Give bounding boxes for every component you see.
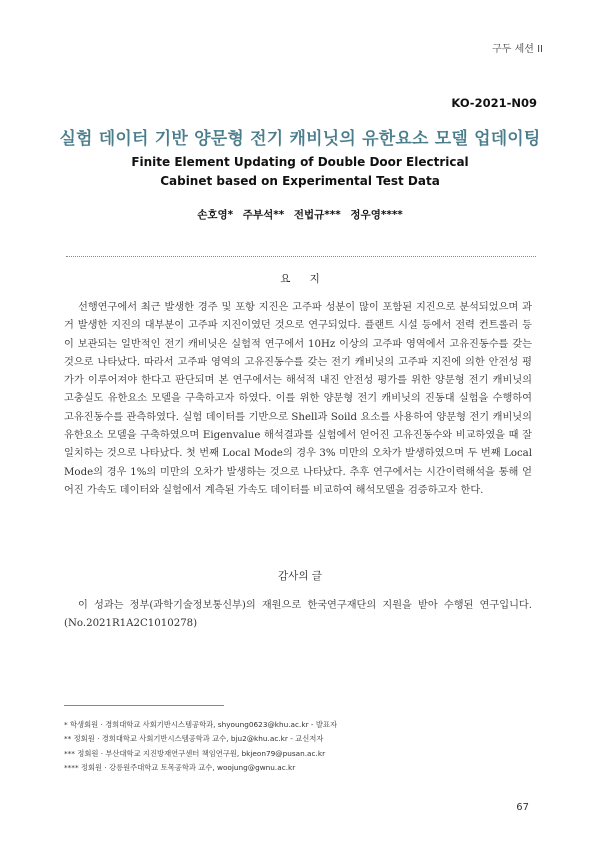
footnote-item: *** 정회원 · 부산대학교 지진방재연구센터 책임연구원, bkjeon79@pusan.ac.kr [64,748,326,758]
page-number: 67 [516,802,529,813]
session-label: 구두 세션 II [492,44,543,55]
abstract-heading: 요 지 [280,273,328,285]
section-divider [66,256,536,257]
footnote-item: ** 정회원 · 경희대학교 사회기반시스템공학과 교수, bju2@khu.ac.kr - 교신저자 [64,734,324,744]
title-english [0,153,600,191]
footnotes [64,718,544,775]
title-english-line1: Finite Element Updating of Double Door Electrical [131,155,469,169]
paper-id: KO-2021-N09 [451,96,537,110]
title-english-line2: Cabinet based on Experimental Test Data [160,174,440,188]
acknowledgement-text: 이 성과는 정부(과학기술정보통신부)의 재원으로 한국연구재단의 지원을 받아 수행된 연구입니다.(No.2021R1A2C1010278) [64,600,532,630]
title-korean: 실험 데이터 기반 양문형 전기 캐비닛의 유한요소 모델 업데이팅 [59,129,541,149]
abstract-text: 선행연구에서 최근 발생한 경주 및 포항 지진은 고주파 성분이 많이 포함된 지진으로 분석되었으며 과거 발생한 지진의 대부분이 고주파 지진이였던 것으로 연구되었다. 플랜트 시설 등에서 전력 컨트롤러 등이 보관되는 일반적인 전기 캐비닛은 실험적 연구에서 10Hz 이상의 고주파 영역에서 고유진동수를 갖는 것으로 나타났다. 따라서 고주파 영역의 고유진동수를 갖는 전기 캐비닛의 고주파 지진에 의한 안전성 평가가 이루어져야 한다고 판단되며 본 연구에서는 해석적 내진 안전성 평가를 위한 양문형 전기 캐비닛의 고충실도 유한요소 모델을 구축하고자 하였다. 이를 위한 양문형 전기 캐비닛의 진동대 실험을 수행하여 고유진동수를 관측하였다. 실험 데이터를 기반으로 Shell과 Soild 요소를 사용하여 양문형 전기 캐비닛의 유한요소 모델을 구축하였으며 Eigenvalue 해석결과를 실험에서 얻어진 고유진동수와 비교하였을 때 잘 일치하는 것으로 나타났다. 첫 번째 Local Mode의 경우 3% 미만의 오차가 발생하였으며 두 번째 Local Mode의 경우 1%의 미만의 오차가 발생하는 것으로 나타났다. 추후 연구에서는 시간이력해석을 통해 얻어진 가속도 데이터와 실험에서 계측된 가속도 데이터를 비교하여 해석모델을 검증하고자 한다. [64,302,532,496]
footnote-item: **** 정회원 · 강릉원주대학교 토목공학과 교수, woojung@gwnu.ac.kr [64,762,296,772]
authors: 손호영* 주부석** 전법규*** 정우영**** [197,209,403,221]
footnote-item: * 학생회원 · 경희대학교 사회기반시스템공학과, shyoung0623@khu.ac.kr - 발표자 [64,720,338,729]
footnote-rule [64,705,224,706]
acknowledgement-heading: 감사의 글 [278,570,322,582]
